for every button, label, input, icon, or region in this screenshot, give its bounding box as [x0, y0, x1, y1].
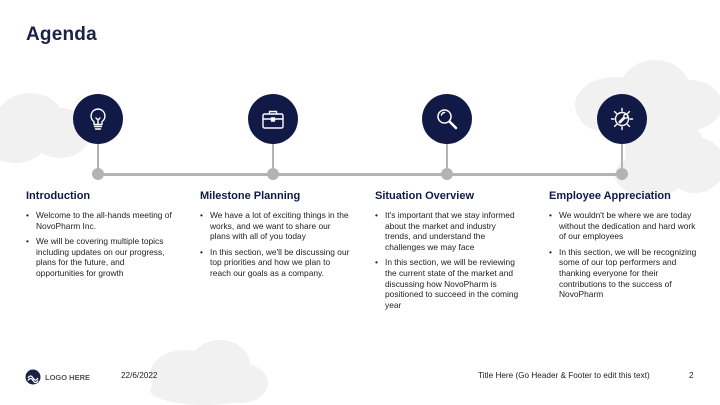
- bullet-item: • Welcome to the all-hands meeting of NovoPharm Inc.: [26, 210, 172, 231]
- section-heading: Situation Overview: [375, 190, 475, 202]
- bullet-item: • In this section, we will be recognizing some of our top performers and thanking everyone for their contributions to the success of NovoPharm: [549, 246, 697, 300]
- lightbulb-icon-badge: [73, 94, 123, 144]
- bullet-item: • In this section, we will be reviewing the current state of the market and discussing how NovoPharm is positioned to succeed in the coming year: [375, 257, 519, 310]
- bullet-item: • It's important that we stay informed about the market and industry trends, and understand the challenges we may face: [375, 210, 515, 252]
- footer-title: Title Here (Go Header & Footer to edit this text): [478, 371, 650, 380]
- timeline-dot: [92, 168, 104, 180]
- slide-title: Agenda: [26, 24, 97, 45]
- magnifier-icon: [432, 104, 462, 134]
- cloud-decoration-bottom: [140, 335, 270, 405]
- briefcase-icon: [258, 104, 288, 134]
- bullet-item: • We wouldn't be where we are today without the dedication and hard work of our employees: [549, 210, 696, 242]
- agenda-section-employee-appreciation: [549, 190, 699, 305]
- agenda-section-introduction: [26, 190, 174, 284]
- timeline-line: [97, 173, 623, 176]
- gear-wrench-icon: [607, 104, 637, 134]
- logo-text: LOGO HERE: [45, 372, 91, 382]
- page-number: 2: [689, 371, 694, 380]
- bullet-item: • We will be covering multiple topics including updates on our progress, plans for the future, and opportunities for growth: [26, 236, 165, 278]
- section-heading: Employee Appreciation: [549, 190, 671, 202]
- bullet-item: • In this section, we'll be discussing our top priorities and how we plan to reach our goals as a company.: [200, 246, 350, 278]
- footer-logo: [25, 369, 90, 385]
- bullet-list: [26, 210, 174, 279]
- bullet-list: [549, 210, 699, 300]
- lightbulb-icon: [83, 104, 113, 134]
- agenda-section-milestone-planning: [200, 190, 350, 284]
- footer-date: 22/6/2022: [121, 371, 158, 380]
- briefcase-icon-badge: [248, 94, 298, 144]
- bullet-list: [200, 210, 350, 279]
- section-heading: Introduction: [26, 190, 91, 202]
- timeline-dot: [267, 168, 279, 180]
- agenda-section-situation-overview: [375, 190, 523, 315]
- gear-wrench-icon-badge: [597, 94, 647, 144]
- bullet-item: • We have a lot of exciting things in the works, and we want to share our plans with all of you today: [200, 210, 349, 242]
- timeline-dot: [441, 168, 453, 180]
- timeline-dot: [616, 168, 628, 180]
- magnifier-icon-badge: [422, 94, 472, 144]
- section-heading: Milestone Planning: [200, 190, 301, 202]
- bullet-list: [375, 210, 523, 310]
- logo-icon: [25, 369, 41, 385]
